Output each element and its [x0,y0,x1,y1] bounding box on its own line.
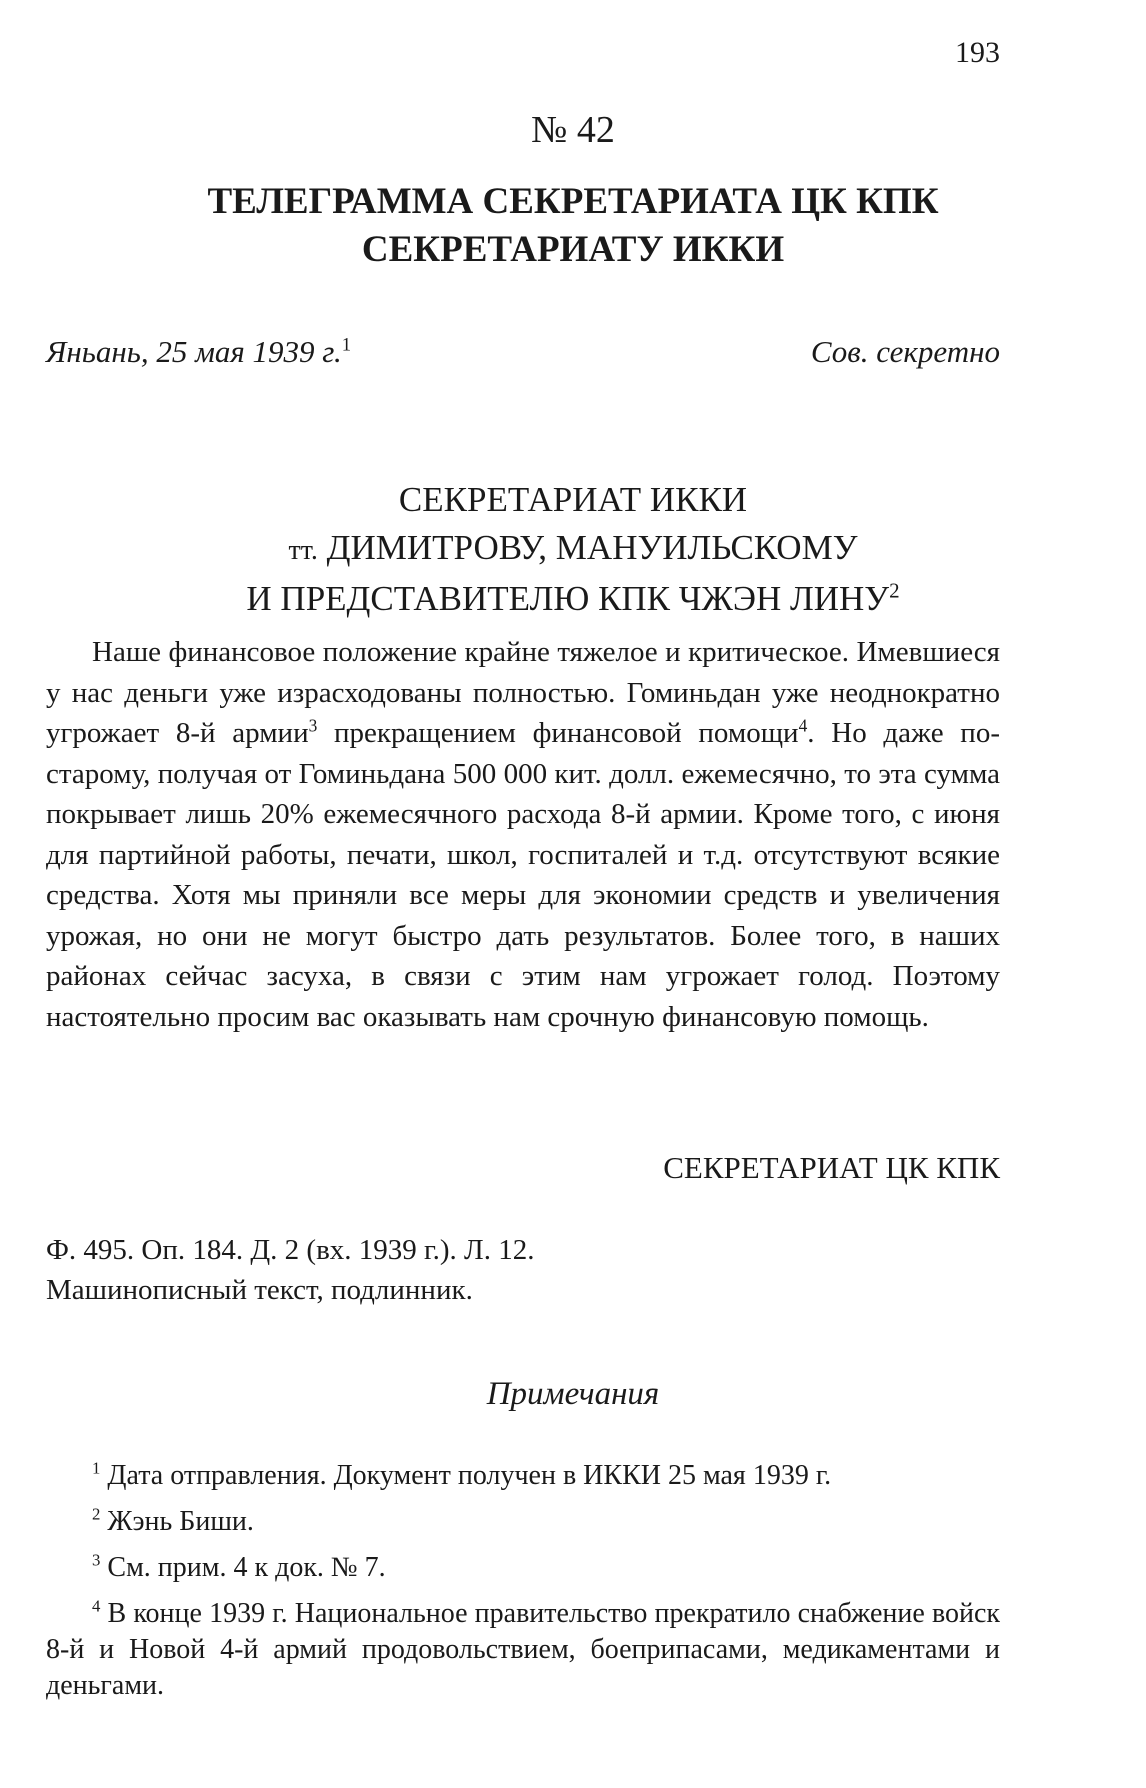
document-number: № 42 [531,109,615,151]
document-title [0,178,1146,274]
notes-list [46,1458,1000,1714]
note-number: 1 [92,1458,101,1478]
addressee-names: ДИМИТРОВУ, МАНУИЛЬСКОМУ [326,528,858,567]
note-text: См. прим. 4 к док. № 7. [107,1552,386,1583]
footnote-ref-2: 2 [889,578,900,603]
footnote-ref-1: 1 [341,334,352,356]
footnote-ref-3: 3 [308,715,318,736]
notes-heading: Примечания [486,1376,660,1412]
addressee-line-3 [0,575,1146,623]
addressee-line-2 [0,524,1146,575]
archive-reference: Ф. 495. Оп. 184. Д. 2 (вх. 1939 г.). Л. 12. [46,1234,535,1266]
note-item [46,1504,1000,1540]
note-number: 3 [92,1550,101,1570]
footnote-ref-4: 4 [798,715,808,736]
addressee-prefix: тт. [288,535,318,566]
body-part-3: . Но даже по-старому, получая от Гоминьдана 500 000 кит. долл. ежемесячно, то эта сумма покрывает лишь 20% ежемесячного расхода 8-й армии. Кроме того, с июня для партийной работы, печати, школ, госпиталей и т.д. отсутствуют всякие средства. Хотя мы приняли все меры для экономии средств и увеличения урожая, но они не могут быстро дать результатов. Более того, в наших районах сейчас засуха, в связи с этим нам угрожает голод. Поэтому настоятельно просим вас оказывать нам срочную финансовую помощь. [46,717,1000,1033]
note-number: 2 [92,1504,101,1524]
body-part-2: прекращением финансовой помощи [317,717,799,749]
archive-info [46,1230,534,1310]
note-item [46,1458,1000,1494]
place-date [46,334,351,370]
addressee-line-1: СЕКРЕТАРИАТ ИККИ [398,480,748,519]
body-part-1: Наше финансовое положение крайне тяжелое и критическое. Имевшиеся у нас деньги уже израсходованы полностью. Гоминьдан уже неоднократно угрожает 8-й армии [46,636,1000,749]
note-item [46,1596,1000,1704]
place-date-text: Яньань, 25 мая 1939 г. [46,334,342,369]
addressee-representative: И ПРЕДСТАВИТЕЛЮ КПК ЧЖЭН ЛИНУ [246,579,890,618]
document-title-line-1: ТЕЛЕГРАММА СЕКРЕТАРИАТА ЦК КПК [207,181,939,222]
note-text: В конце 1939 г. Национальное правительство прекратило снабжение войск 8-й и Новой 4-й армий продовольствием, боеприпасами, медикаментами и деньгами. [46,1598,1000,1701]
addressee-block [0,476,1146,623]
signature: СЕКРЕТАРИАТ ЦК КПК [663,1150,1000,1185]
telegram-body [46,632,1000,1037]
archive-type: Машинописный текст, подлинник. [46,1274,473,1306]
note-number: 4 [92,1596,101,1616]
document-meta [46,334,1000,370]
page-number: 193 [955,36,1000,69]
document-title-line-2: СЕКРЕТАРИАТУ ИККИ [361,229,785,270]
note-text: Жэнь Биши. [107,1506,254,1537]
note-text: Дата отправления. Документ получен в ИККИ 25 мая 1939 г. [107,1460,832,1491]
classification: Сов. секретно [810,334,1000,369]
note-item [46,1550,1000,1586]
